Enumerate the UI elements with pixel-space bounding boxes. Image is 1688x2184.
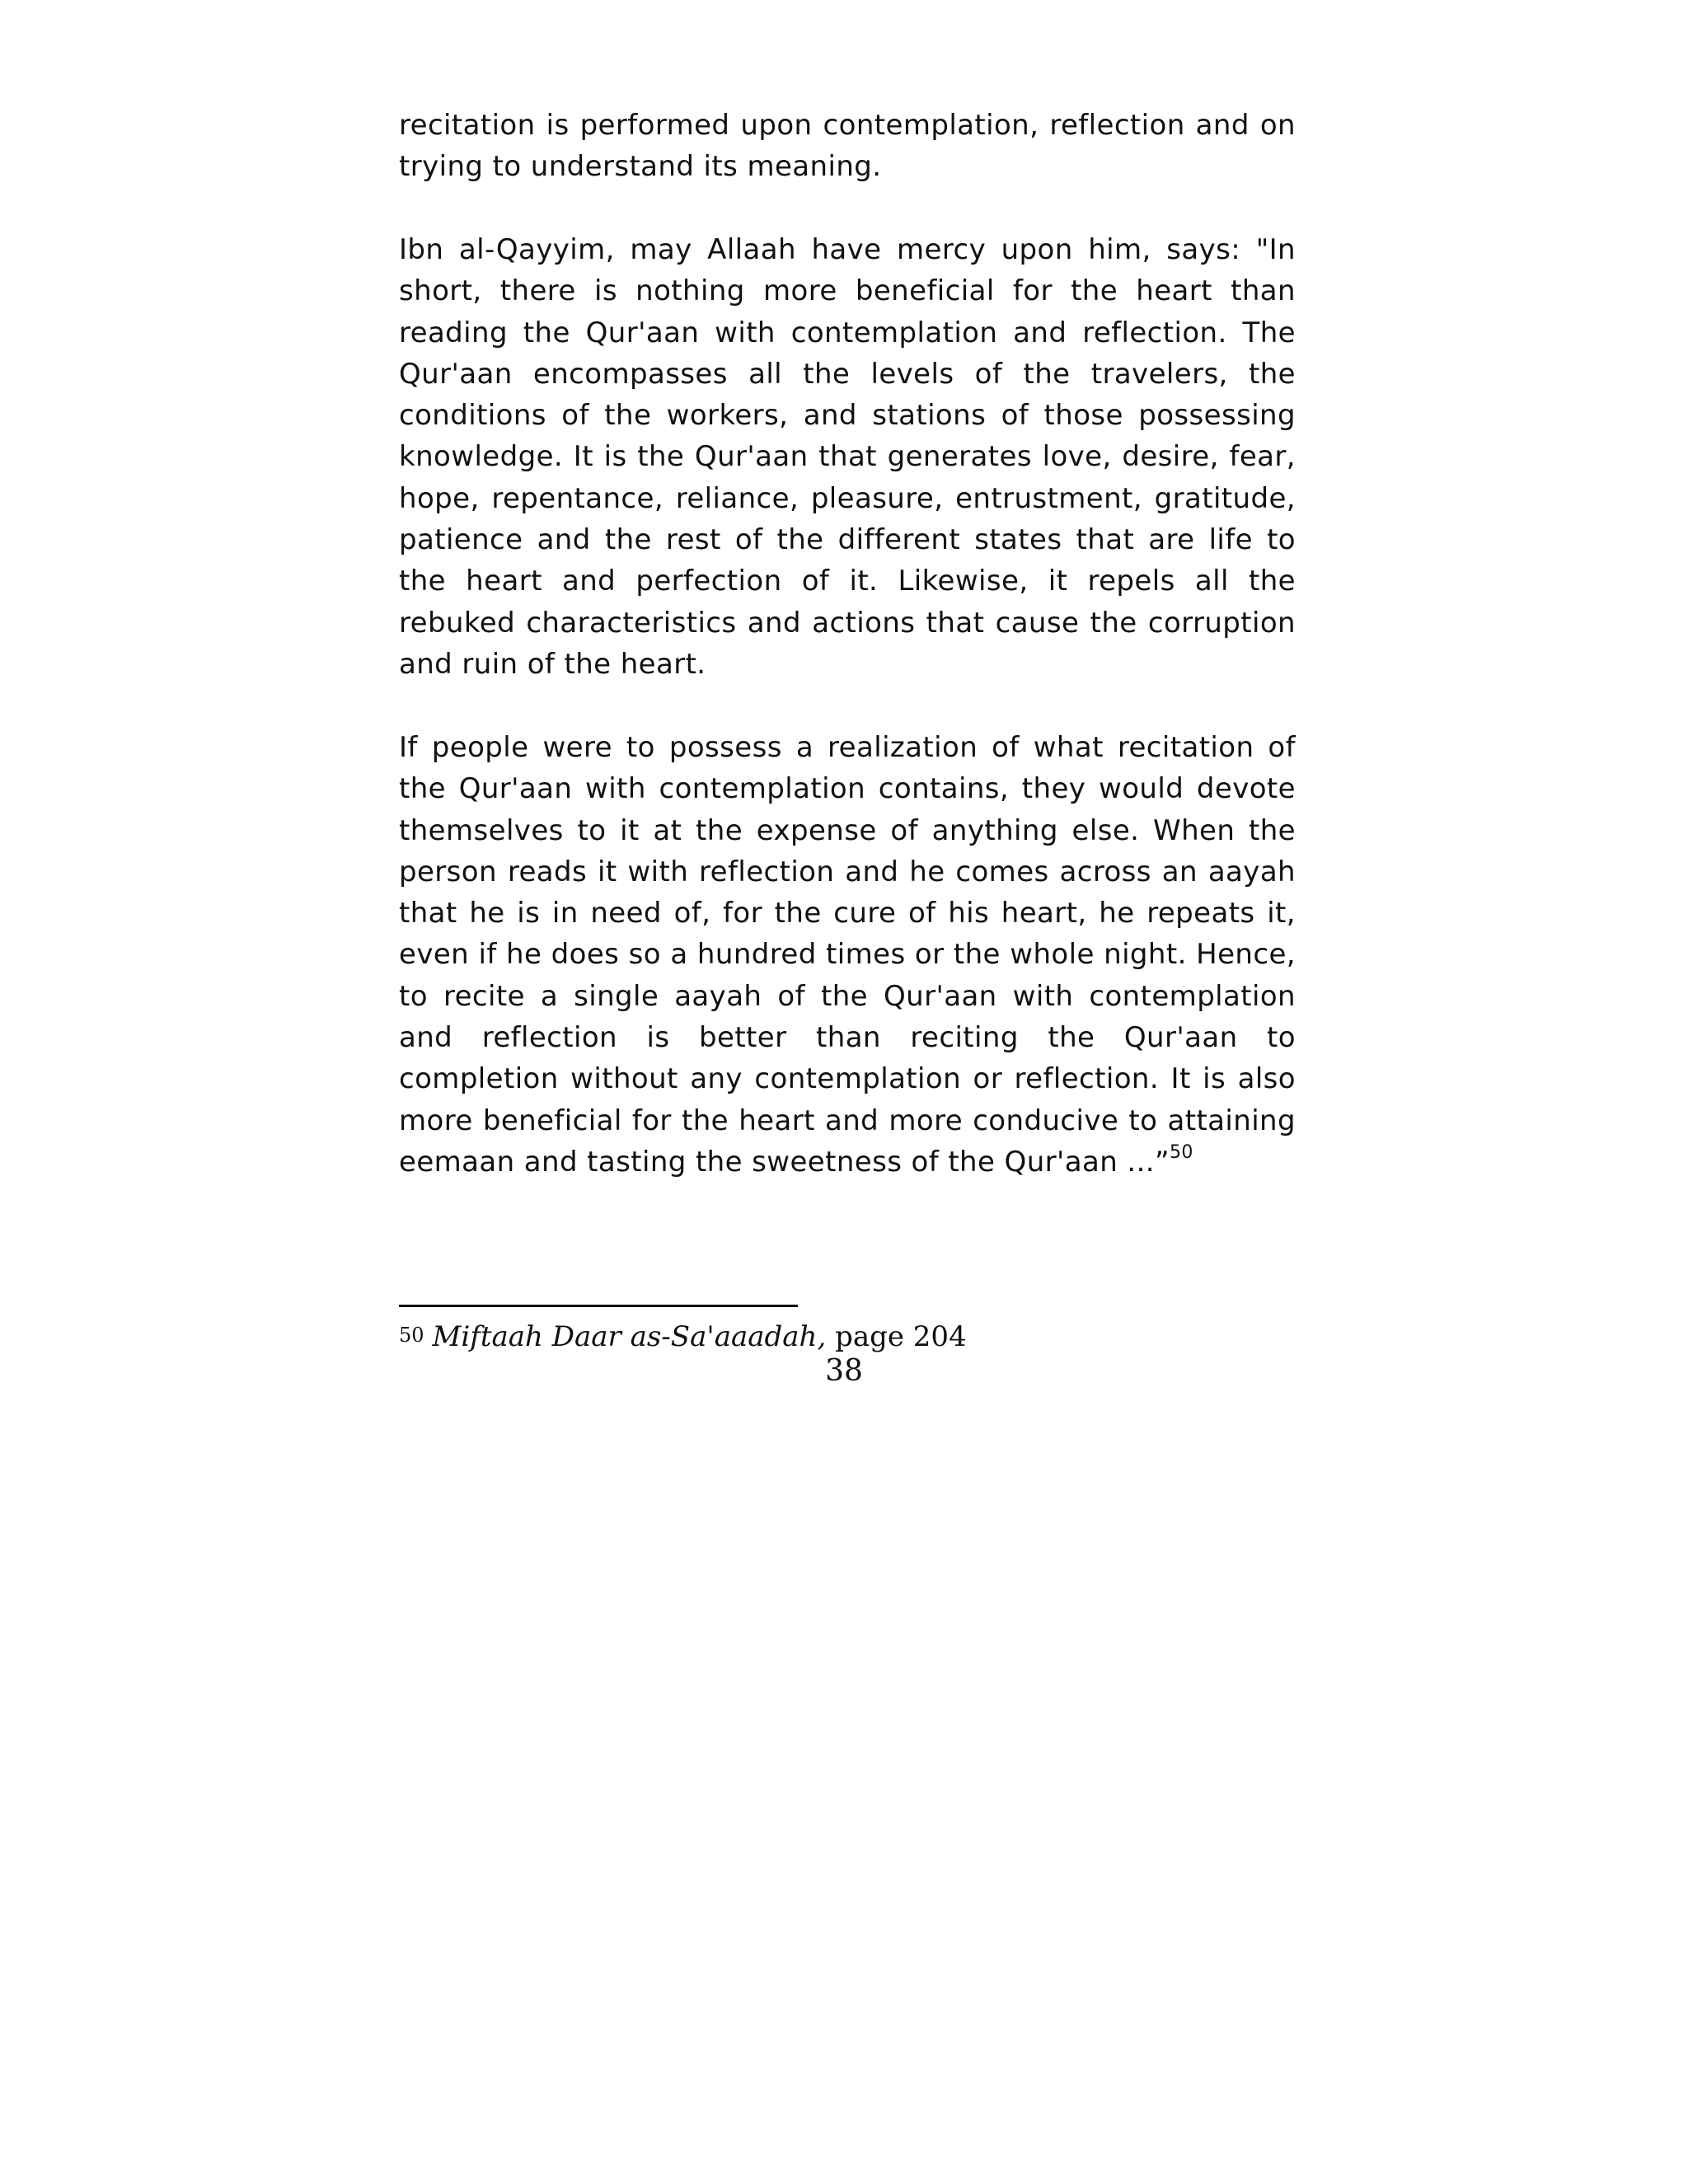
body-paragraph xyxy=(399,229,1296,685)
footnote-source-title: Miftaah Daar as-Sa'aaadah, xyxy=(432,1320,827,1353)
footnote xyxy=(399,1319,967,1355)
paragraph-text: If people were to possess a realization of what recitation of the Qur'aan with contemplation contains, they would devote themselves to it at the expense of anything else. When the person reads it with reflection and he comes across an aayah that he is in need of, for the cure of his heart, he repeats it, even if he does so a hundred times or the whole night. Hence, to recite a single aayah of the Qur'aan with contemplation and reflection is better than reciting the Qur'aan to completion without any contemplation or reflection. It is also more beneficial for the heart and more conducive to attaining eemaan and tasting the sweetness of the Qur'aan ...” xyxy=(399,731,1296,1179)
footnote-page-ref: page 204 xyxy=(826,1320,967,1353)
body-paragraph xyxy=(399,105,1296,188)
footnote-reference[interactable]: 50 xyxy=(1170,1141,1193,1163)
page-number: 38 xyxy=(825,1354,863,1388)
paragraph-text: Ibn al-Qayyim, may Allaah have mercy upon him, says: "In short, there is nothing more beneficial for the heart than reading the Qur'aan with contemplation and reflection. The Qur'aan encompasses all the levels of the travelers, the conditions of the workers, and stations of those possessing knowledge. It is the Qur'aan that generates love, desire, fear, hope, repentance, reliance, pleasure, entrustment, gratitude, patience and the rest of the different states that are life to the heart and perfection of it. Likewise, it repels all the rebuked characteristics and actions that cause the corruption and ruin of the heart. xyxy=(399,233,1296,681)
footnote-number: 50 xyxy=(399,1324,424,1347)
footnote-divider xyxy=(399,1305,798,1307)
paragraph-text: recitation is performed upon contemplation, reflection and on trying to understand its meaning. xyxy=(399,109,1296,184)
body-paragraph xyxy=(399,727,1296,1183)
